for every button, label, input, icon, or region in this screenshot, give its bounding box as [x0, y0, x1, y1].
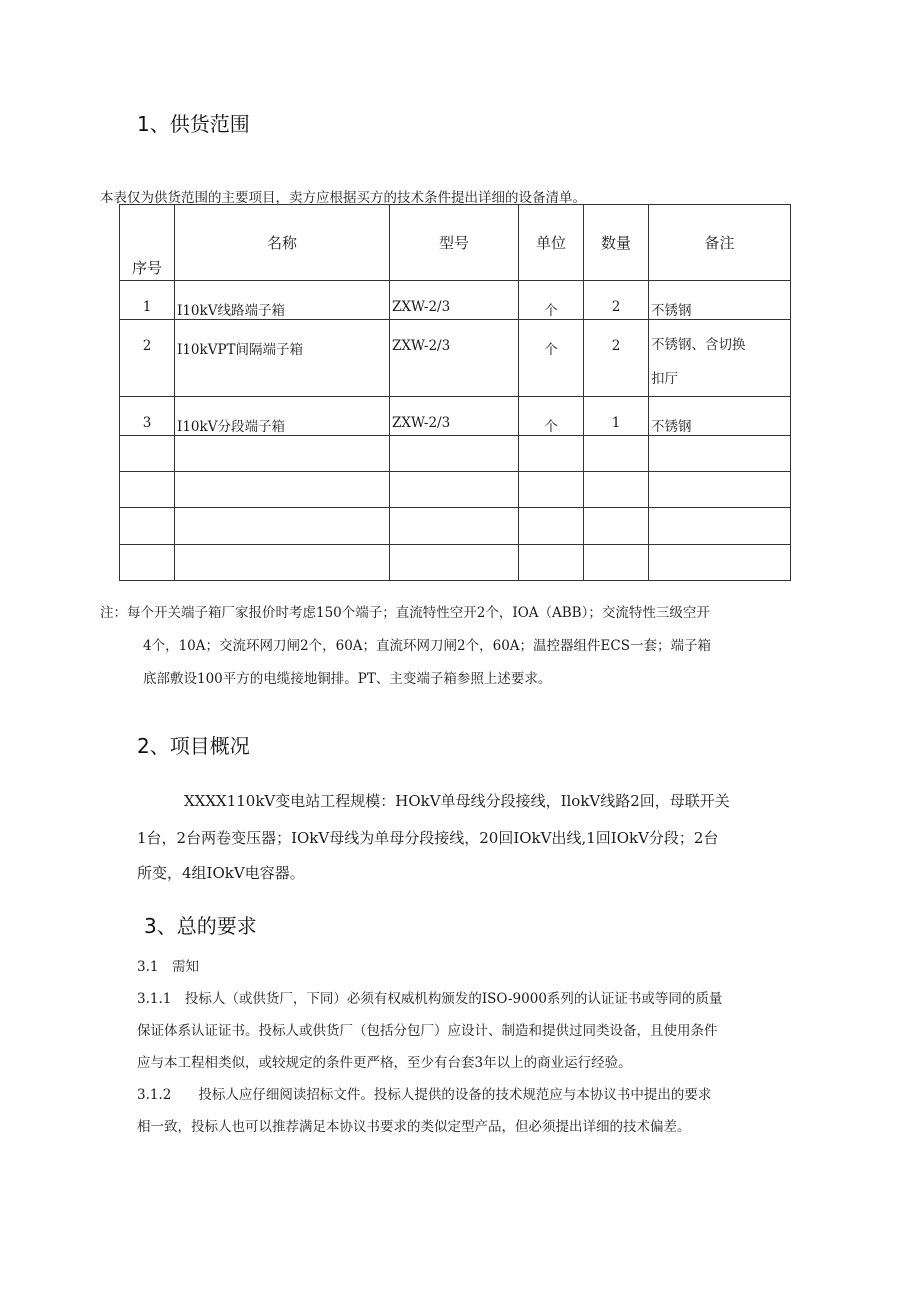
cell-note-line1: 不锈钢、含切换	[651, 337, 746, 353]
cell-model: ZXW-2/3	[390, 320, 519, 397]
table-note-line2: 4个，10A；交流环网刀闸2个，60A；直流环网刀闸2个，60A；温控器组件ECS一套；端子箱	[143, 638, 711, 654]
table-row-empty	[120, 508, 791, 545]
header-name: 名称	[266, 234, 297, 252]
table-row	[120, 397, 791, 436]
cell-name: I10kVPT间隔端子箱	[175, 320, 390, 397]
table-header-row	[120, 205, 791, 281]
section-title-project-overview: 2、项目概况	[137, 734, 250, 758]
header-qty: 数量	[600, 234, 631, 252]
header-note: 备注	[704, 234, 735, 252]
cell-name: I10kV线路端子箱	[175, 281, 390, 320]
cell-seq: 2	[120, 320, 175, 397]
para-3-1-1-line1: 3.1.1 投标人（或供货厂，下同）必须有权威机构颁发的ISO-9000系列的认证证书或等同的质量	[137, 991, 723, 1007]
cell-seq: 3	[120, 397, 175, 436]
header-model: 型号	[438, 234, 469, 252]
header-unit: 单位	[535, 234, 566, 252]
table-note-line1: 注：每个开关端子箱厂家报价时考虑150个端子；直流特性空开2个，IOA（ABB）；交流特性三级空开	[100, 605, 710, 621]
cell-note: 不锈钢	[649, 397, 791, 436]
cell-unit: 个	[519, 320, 584, 397]
cell-qty: 2	[584, 281, 649, 320]
header-seq: 序号	[131, 259, 162, 277]
para-3-1-2-line1: 3.1.2 投标人应仔细阅读招标文件。投标人提供的设备的技术规范应与本协议书中提出的要求	[137, 1087, 712, 1103]
overview-line2: 1台，2台两卷变压器；IOkV母线为单母分段接线，20回IOkV出线,1回IOkV分段；2台	[137, 829, 719, 847]
cell-name: I10kV分段端子箱	[175, 397, 390, 436]
table-row	[120, 281, 791, 320]
cell-seq: 1	[120, 281, 175, 320]
table-row-empty	[120, 472, 791, 508]
cell-model: ZXW-2/3	[390, 397, 519, 436]
cell-qty: 2	[584, 320, 649, 397]
table-row-empty	[120, 545, 791, 581]
cell-model: ZXW-2/3	[390, 281, 519, 320]
cell-note	[649, 320, 791, 397]
cell-unit: 个	[519, 281, 584, 320]
cell-note: 不锈钢	[649, 281, 791, 320]
section-title-supply-scope: 1、供货范围	[137, 112, 250, 136]
table-row-empty	[120, 436, 791, 472]
supply-scope-table	[119, 204, 791, 581]
section-title-general-requirements: 3、总的要求	[144, 914, 257, 938]
para-3-1-2-line2: 相一致，投标人也可以推荐满足本协议书要求的类似定型产品，但必须提出详细的技术偏差。	[137, 1119, 691, 1135]
overview-line3: 所变，4组IOkV电容器。	[137, 864, 305, 882]
table-row	[120, 320, 791, 397]
subsection-3-1: 3.1 需知	[137, 959, 199, 975]
para-3-1-1-line2: 保证体系认证证书。投标人或供货厂（包括分包厂）应设计、制造和提供过同类设备，且使用条件	[137, 1023, 718, 1039]
cell-note-line2: 扣厅	[651, 371, 678, 387]
table-intro: 本表仅为供货范围的主要项目，卖方应根据买方的技术条件提出详细的设备清单。	[100, 190, 586, 206]
cell-unit: 个	[519, 397, 584, 436]
table-note-line3: 底部敷设100平方的电缆接地铜排。PT、主变端子箱参照上述要求。	[143, 671, 552, 687]
para-3-1-1-line3: 应与本工程相类似，或较规定的条件更严格，至少有台套3年以上的商业运行经验。	[137, 1055, 632, 1071]
overview-line1: XXXX110kV变电站工程规模：HOkV单母线分段接线，IlokV线路2回，母联开关	[184, 792, 730, 810]
cell-qty: 1	[584, 397, 649, 436]
